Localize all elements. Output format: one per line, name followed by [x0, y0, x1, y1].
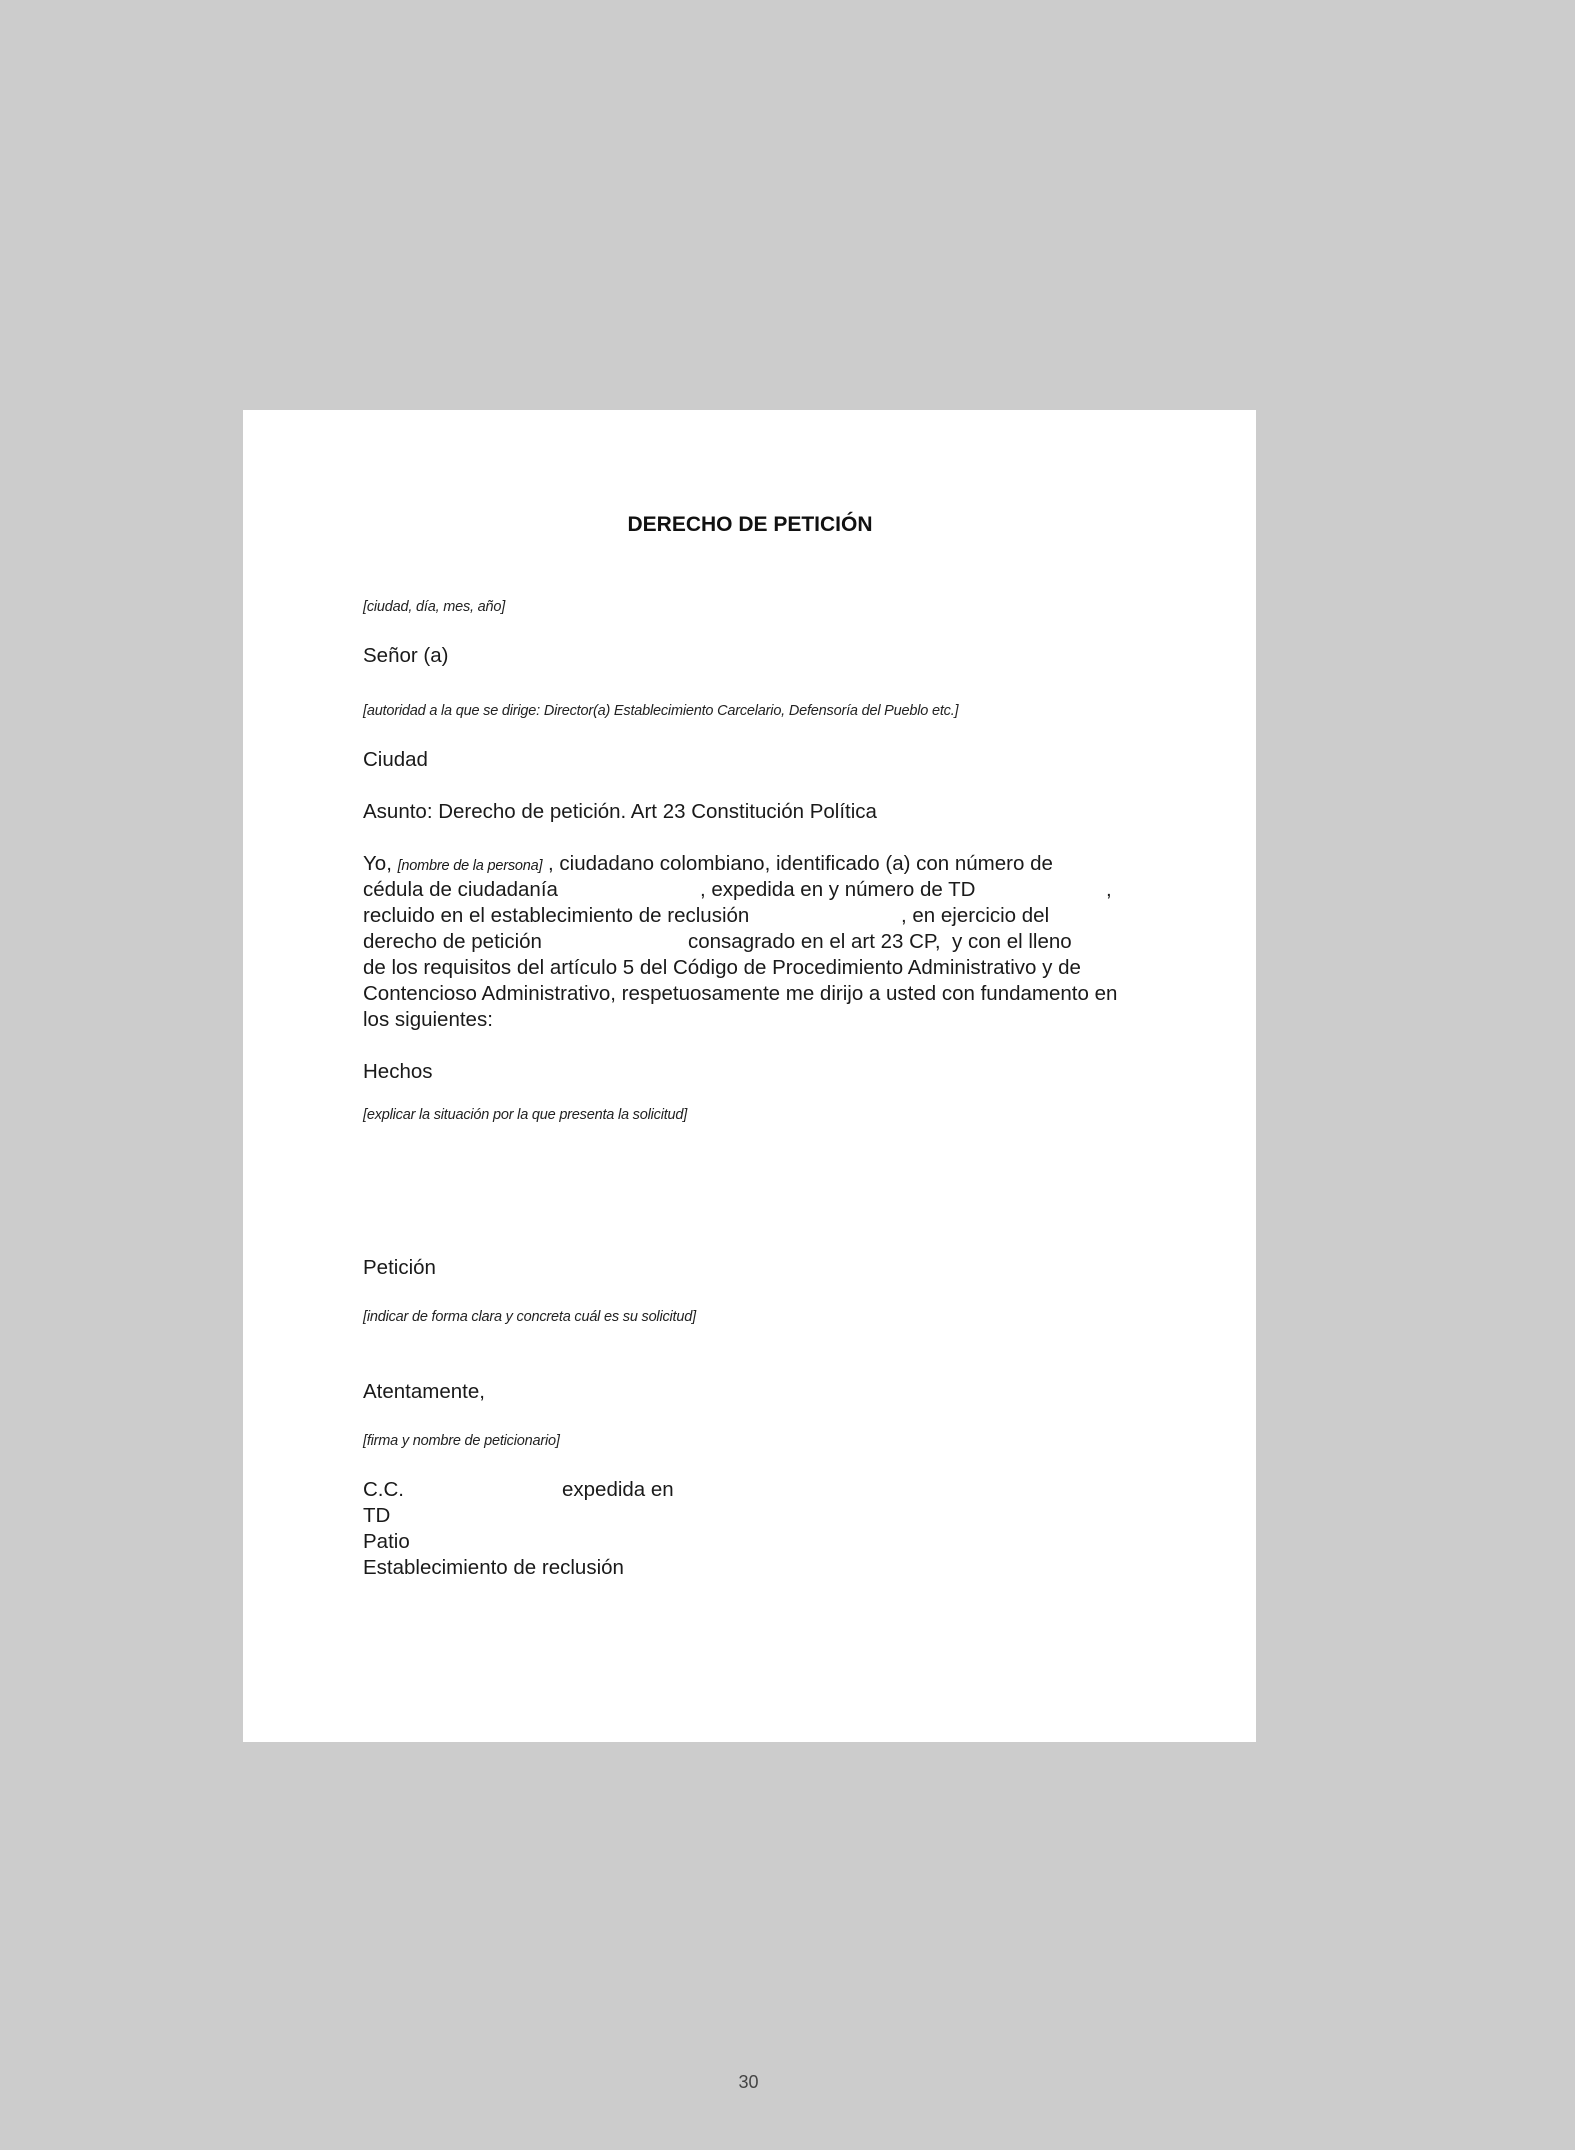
- date-placeholder: [ciudad, día, mes, año]: [363, 599, 506, 615]
- body-line-7: los siguientes:: [363, 1008, 493, 1031]
- body-line-2c: ,: [1106, 878, 1112, 901]
- authority-placeholder: [autoridad a la que se dirige: Director(a) Establecimiento Carcelario, Defensoría del Pueblo etc.]: [363, 703, 959, 719]
- body-line-3b: , en ejercicio del: [901, 904, 1050, 927]
- body-line-4b: consagrado en el art 23 CP, y con el lleno: [688, 930, 1072, 953]
- body-line-5: de los requisitos del artículo 5 del Código de Procedimiento Administrativo y de: [363, 956, 1081, 979]
- facts-placeholder: [explicar la situación por la que presenta la solicitud]: [363, 1107, 688, 1123]
- td-label: TD: [363, 1504, 391, 1527]
- issued-label: expedida en: [562, 1478, 674, 1501]
- body-line-6: Contencioso Administrativo, respetuosamente me dirijo a usted con fundamento en: [363, 982, 1118, 1005]
- petition-placeholder: [indicar de forma clara y concreta cuál es su solicitud]: [363, 1309, 696, 1325]
- city-line: Ciudad: [363, 748, 428, 771]
- cc-label: C.C.: [363, 1478, 404, 1501]
- establishment-label: Establecimiento de reclusión: [363, 1556, 624, 1579]
- patio-label: Patio: [363, 1530, 410, 1553]
- body-line-1: [363, 851, 1053, 879]
- subject-line: Asunto: Derecho de petición. Art 23 Constitución Política: [363, 800, 877, 823]
- body-line-3a: recluido en el establecimiento de reclusión: [363, 904, 750, 927]
- body-line-1-prefix: Yo,: [363, 852, 398, 875]
- closing-line: Atentamente,: [363, 1380, 485, 1403]
- person-name-placeholder: [nombre de la persona]: [397, 858, 543, 874]
- page-number: 30: [738, 2072, 759, 2092]
- document-title: DERECHO DE PETICIÓN: [627, 513, 873, 536]
- body-line-4a: derecho de petición: [363, 930, 542, 953]
- signature-placeholder: [firma y nombre de peticionario]: [363, 1433, 560, 1449]
- facts-heading: Hechos: [363, 1060, 433, 1083]
- body-line-2b: , expedida en y número de TD: [700, 878, 976, 901]
- petition-heading: Petición: [363, 1256, 436, 1279]
- salutation: Señor (a): [363, 644, 449, 667]
- body-line-2a: cédula de ciudadanía: [363, 878, 558, 901]
- body-line-1-suffix: , ciudadano colombiano, identificado (a) con número de: [542, 852, 1053, 875]
